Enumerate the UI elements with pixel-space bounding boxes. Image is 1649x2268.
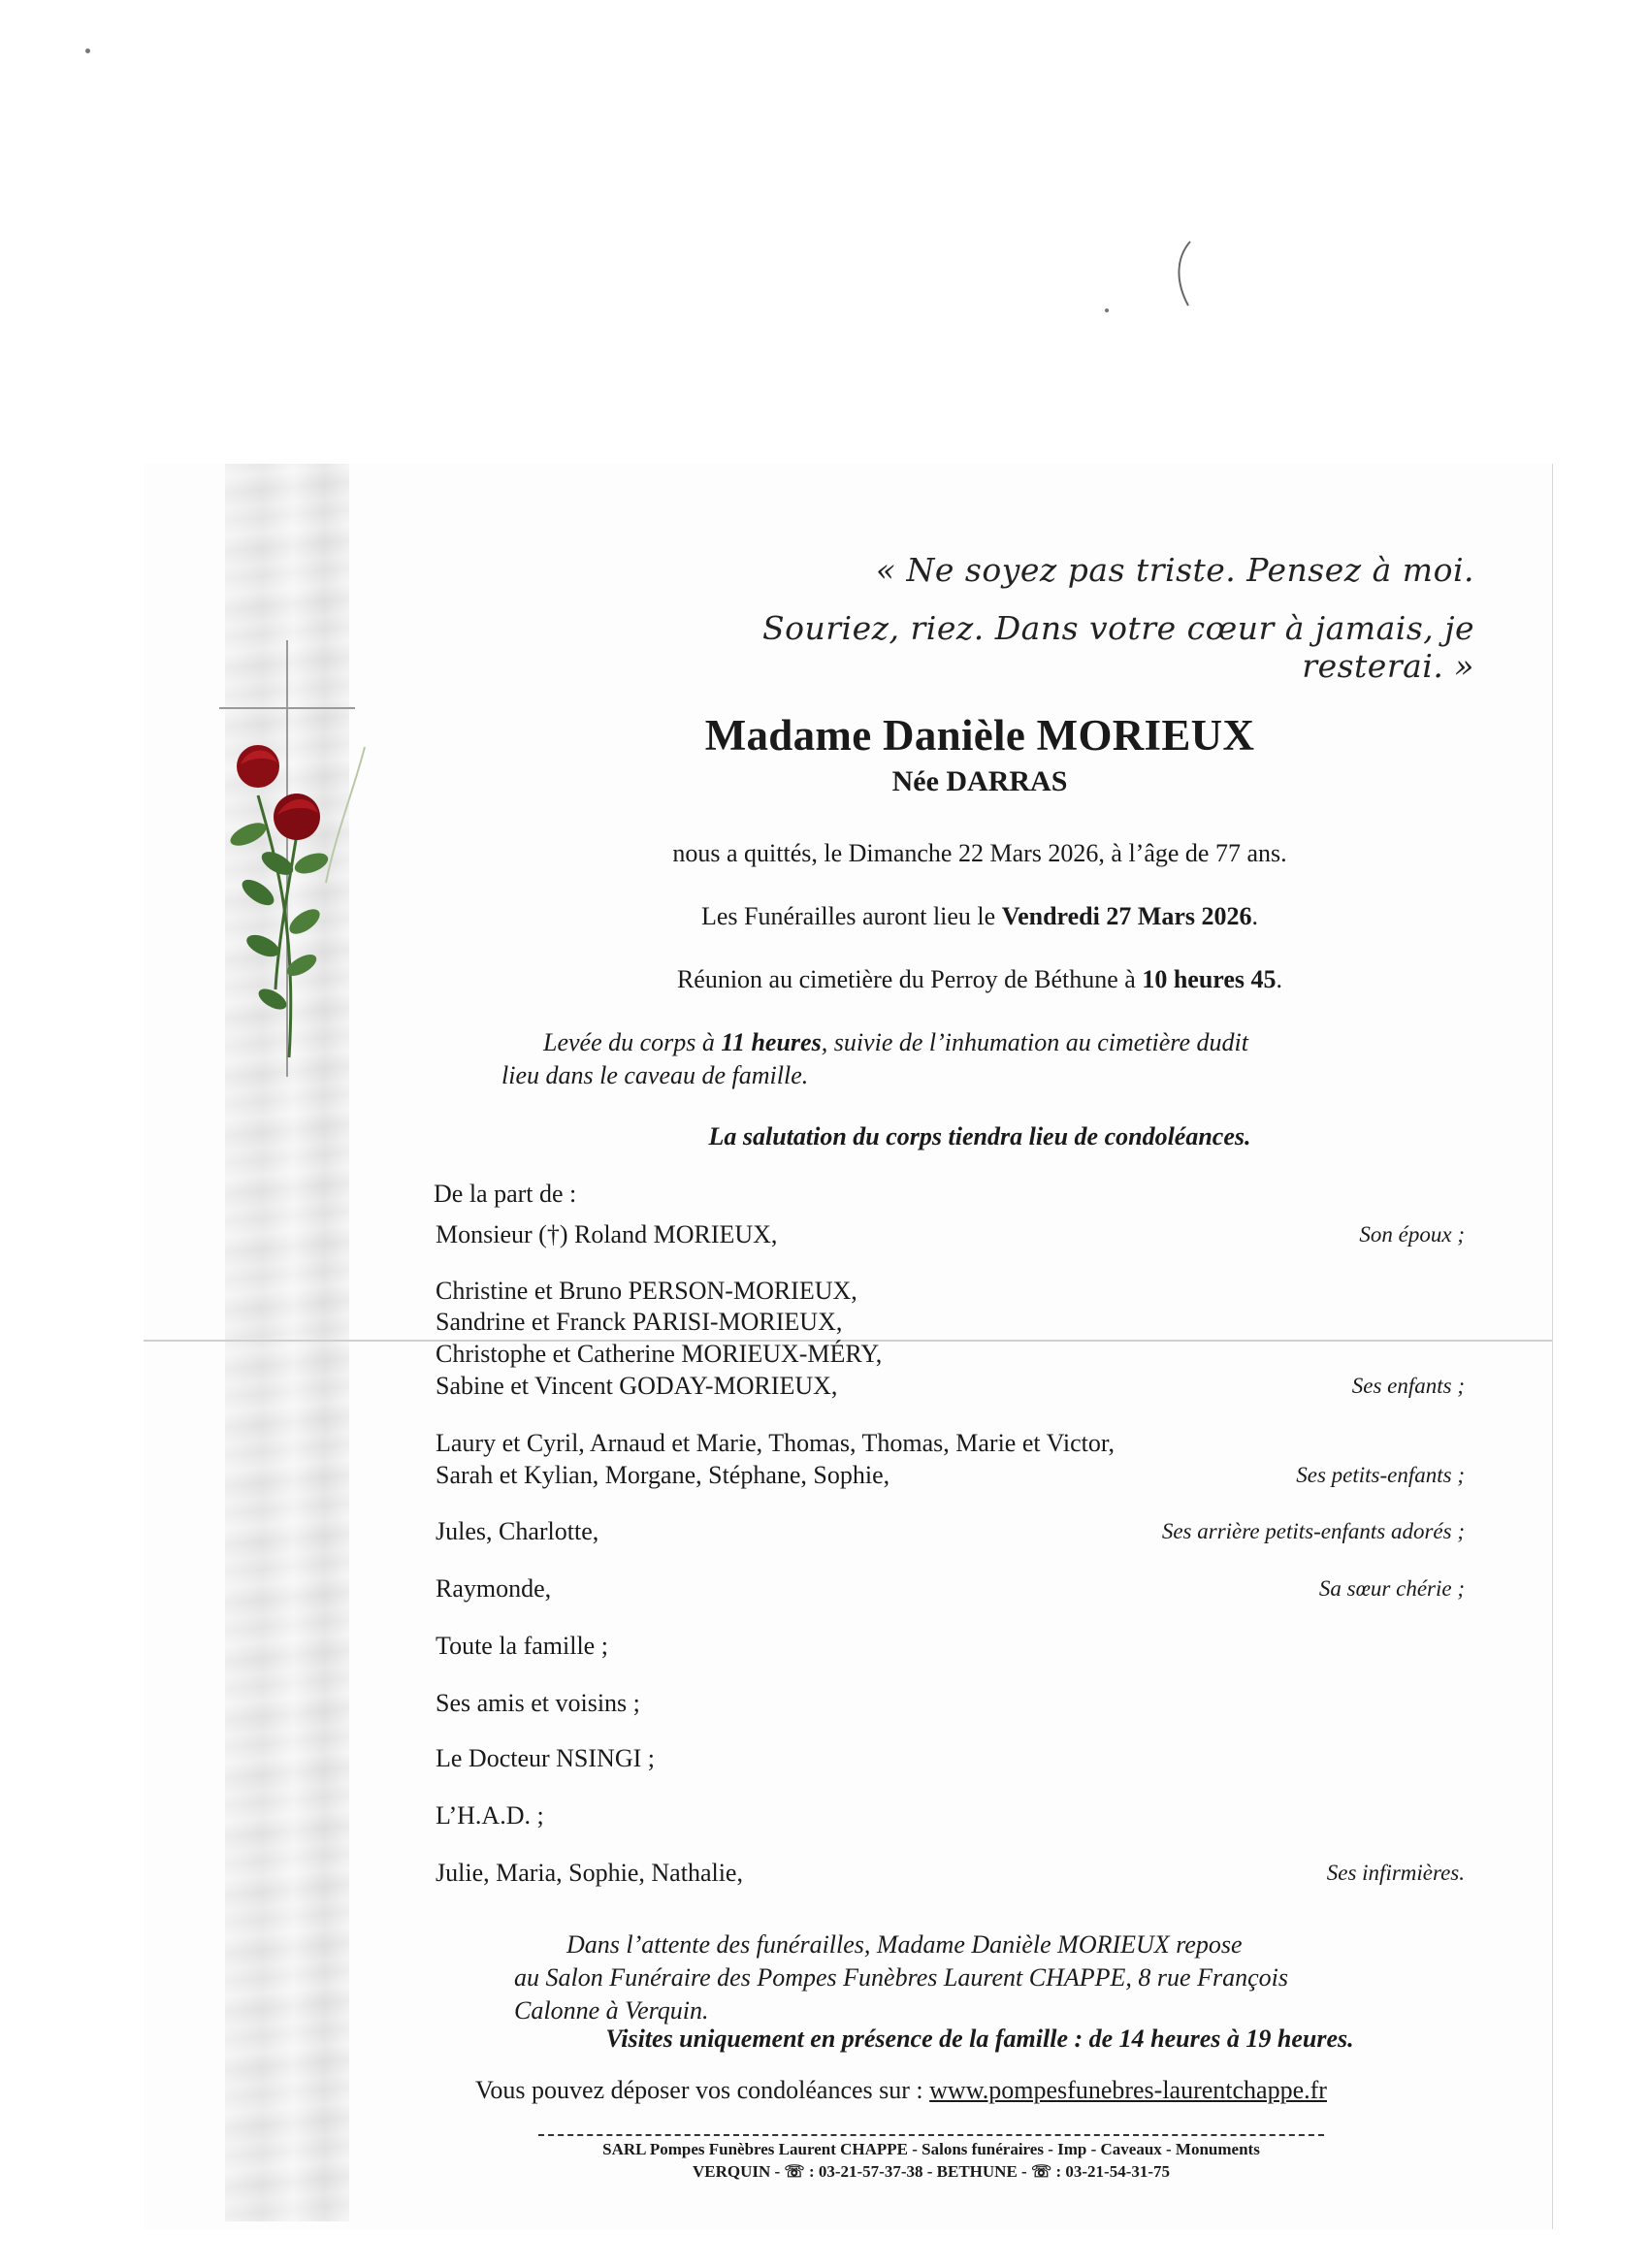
levee-line-2: lieu dans le caveau de famille. [501,1061,809,1089]
maiden-name: Née DARRAS [891,765,1068,797]
funeral-notice [446,902,1513,931]
footer-rule [538,2134,1324,2136]
funeral-date: Vendredi 27 Mars 2026 [1001,902,1252,930]
quote-line-1: « Ne soyez pas triste. Pensez à moi. [875,551,1474,589]
scan-mark [1169,238,1198,310]
footer-line-1: SARL Pompes Funèbres Laurent CHAPPE - Salons funéraires - Imp - Caveaux - Monuments [602,2140,1260,2158]
meeting-notice [446,965,1513,994]
quote-line-2: Souriez, riez. Dans votre cœur à jamais, je resterai. » [762,609,1474,685]
relation-label: Ses enfants ; [1351,1374,1465,1398]
meeting-prefix: Réunion au cimetière du Perroy de Béthune à [676,965,1143,993]
family-line: Sandrine et Franck PARISI-MORIEUX, [436,1308,843,1336]
family-intro: De la part de : [434,1180,577,1208]
levee-suffix: , suivie de l’inhumation au cimetière dudit [821,1028,1248,1056]
footer-line-2: VERQUIN - ☏ : 03-21-57-37-38 - BETHUNE - ☏ : 03-21-54-31-75 [692,2162,1171,2181]
levee-prefix: Levée du corps à [543,1028,722,1056]
family-line: Jules, Charlotte, [436,1517,599,1545]
death-notice: nous a quittés, le Dimanche 22 Mars 2026, à l’âge de 77 ans. [672,839,1287,867]
family-line: Christine et Bruno PERSON-MORIEUX, [436,1277,857,1305]
visits-notice: Visites uniquement en présence de la famille : de 14 heures à 19 heures. [605,2025,1354,2053]
funeral-prefix: Les Funérailles auront lieu le [700,902,1002,930]
relation-label: Ses petits-enfants ; [1296,1463,1465,1487]
family-line: Julie, Maria, Sophie, Nathalie, [436,1859,743,1887]
family-line: Christophe et Catherine MORIEUX-MÉRY, [436,1340,883,1368]
repose-line-2: au Salon Funéraire des Pompes Funèbres Laurent CHAPPE, 8 rue François [514,1963,1288,1992]
meeting-suffix: . [1276,965,1283,993]
family-line: Sabine et Vincent GODAY-MORIEUX, [436,1372,838,1400]
salutation-notice: La salutation du corps tiendra lieu de condoléances. [708,1122,1251,1150]
family-line: Laury et Cyril, Arnaud et Marie, Thomas, Thomas, Marie et Victor, [436,1429,1115,1457]
condolences-text: Vous pouvez déposer vos condoléances sur : [475,2076,930,2104]
family-line: Monsieur (†) Roland MORIEUX, [436,1220,778,1248]
relation-label: Sa sœur chérie ; [1318,1576,1465,1601]
family-line: Ses amis et voisins ; [436,1689,640,1717]
relation-label: Ses infirmières. [1326,1861,1465,1885]
scan-speck [1105,308,1109,312]
condolences-link[interactable]: www.pompesfunebres-laurentchappe.fr [929,2076,1327,2104]
repose-line-1: Dans l’attente des funérailles, Madame Danièle MORIEUX repose [566,1930,1243,1959]
deceased-name: Madame Danièle MORIEUX [704,711,1255,760]
repose-line-3: Calonne à Verquin. [514,1996,709,2025]
family-line: Sarah et Kylian, Morgane, Stéphane, Sophie, [436,1461,890,1489]
family-line: Toute la famille ; [436,1632,608,1660]
family-line: Le Docteur NSINGI ; [436,1744,655,1772]
family-line: Raymonde, [436,1574,552,1603]
levee-time: 11 heures [721,1028,822,1056]
levee-line-1 [543,1028,1248,1057]
family-line: L’H.A.D. ; [436,1801,544,1830]
funeral-suffix: . [1251,902,1259,930]
condolences-line [475,2076,1327,2105]
scan-speck [85,49,90,53]
relation-label: Son époux ; [1359,1222,1465,1247]
rose-cross-icon [219,640,394,1096]
meeting-time: 10 heures 45 [1142,965,1277,993]
relation-label: Ses arrière petits-enfants adorés ; [1161,1519,1465,1543]
